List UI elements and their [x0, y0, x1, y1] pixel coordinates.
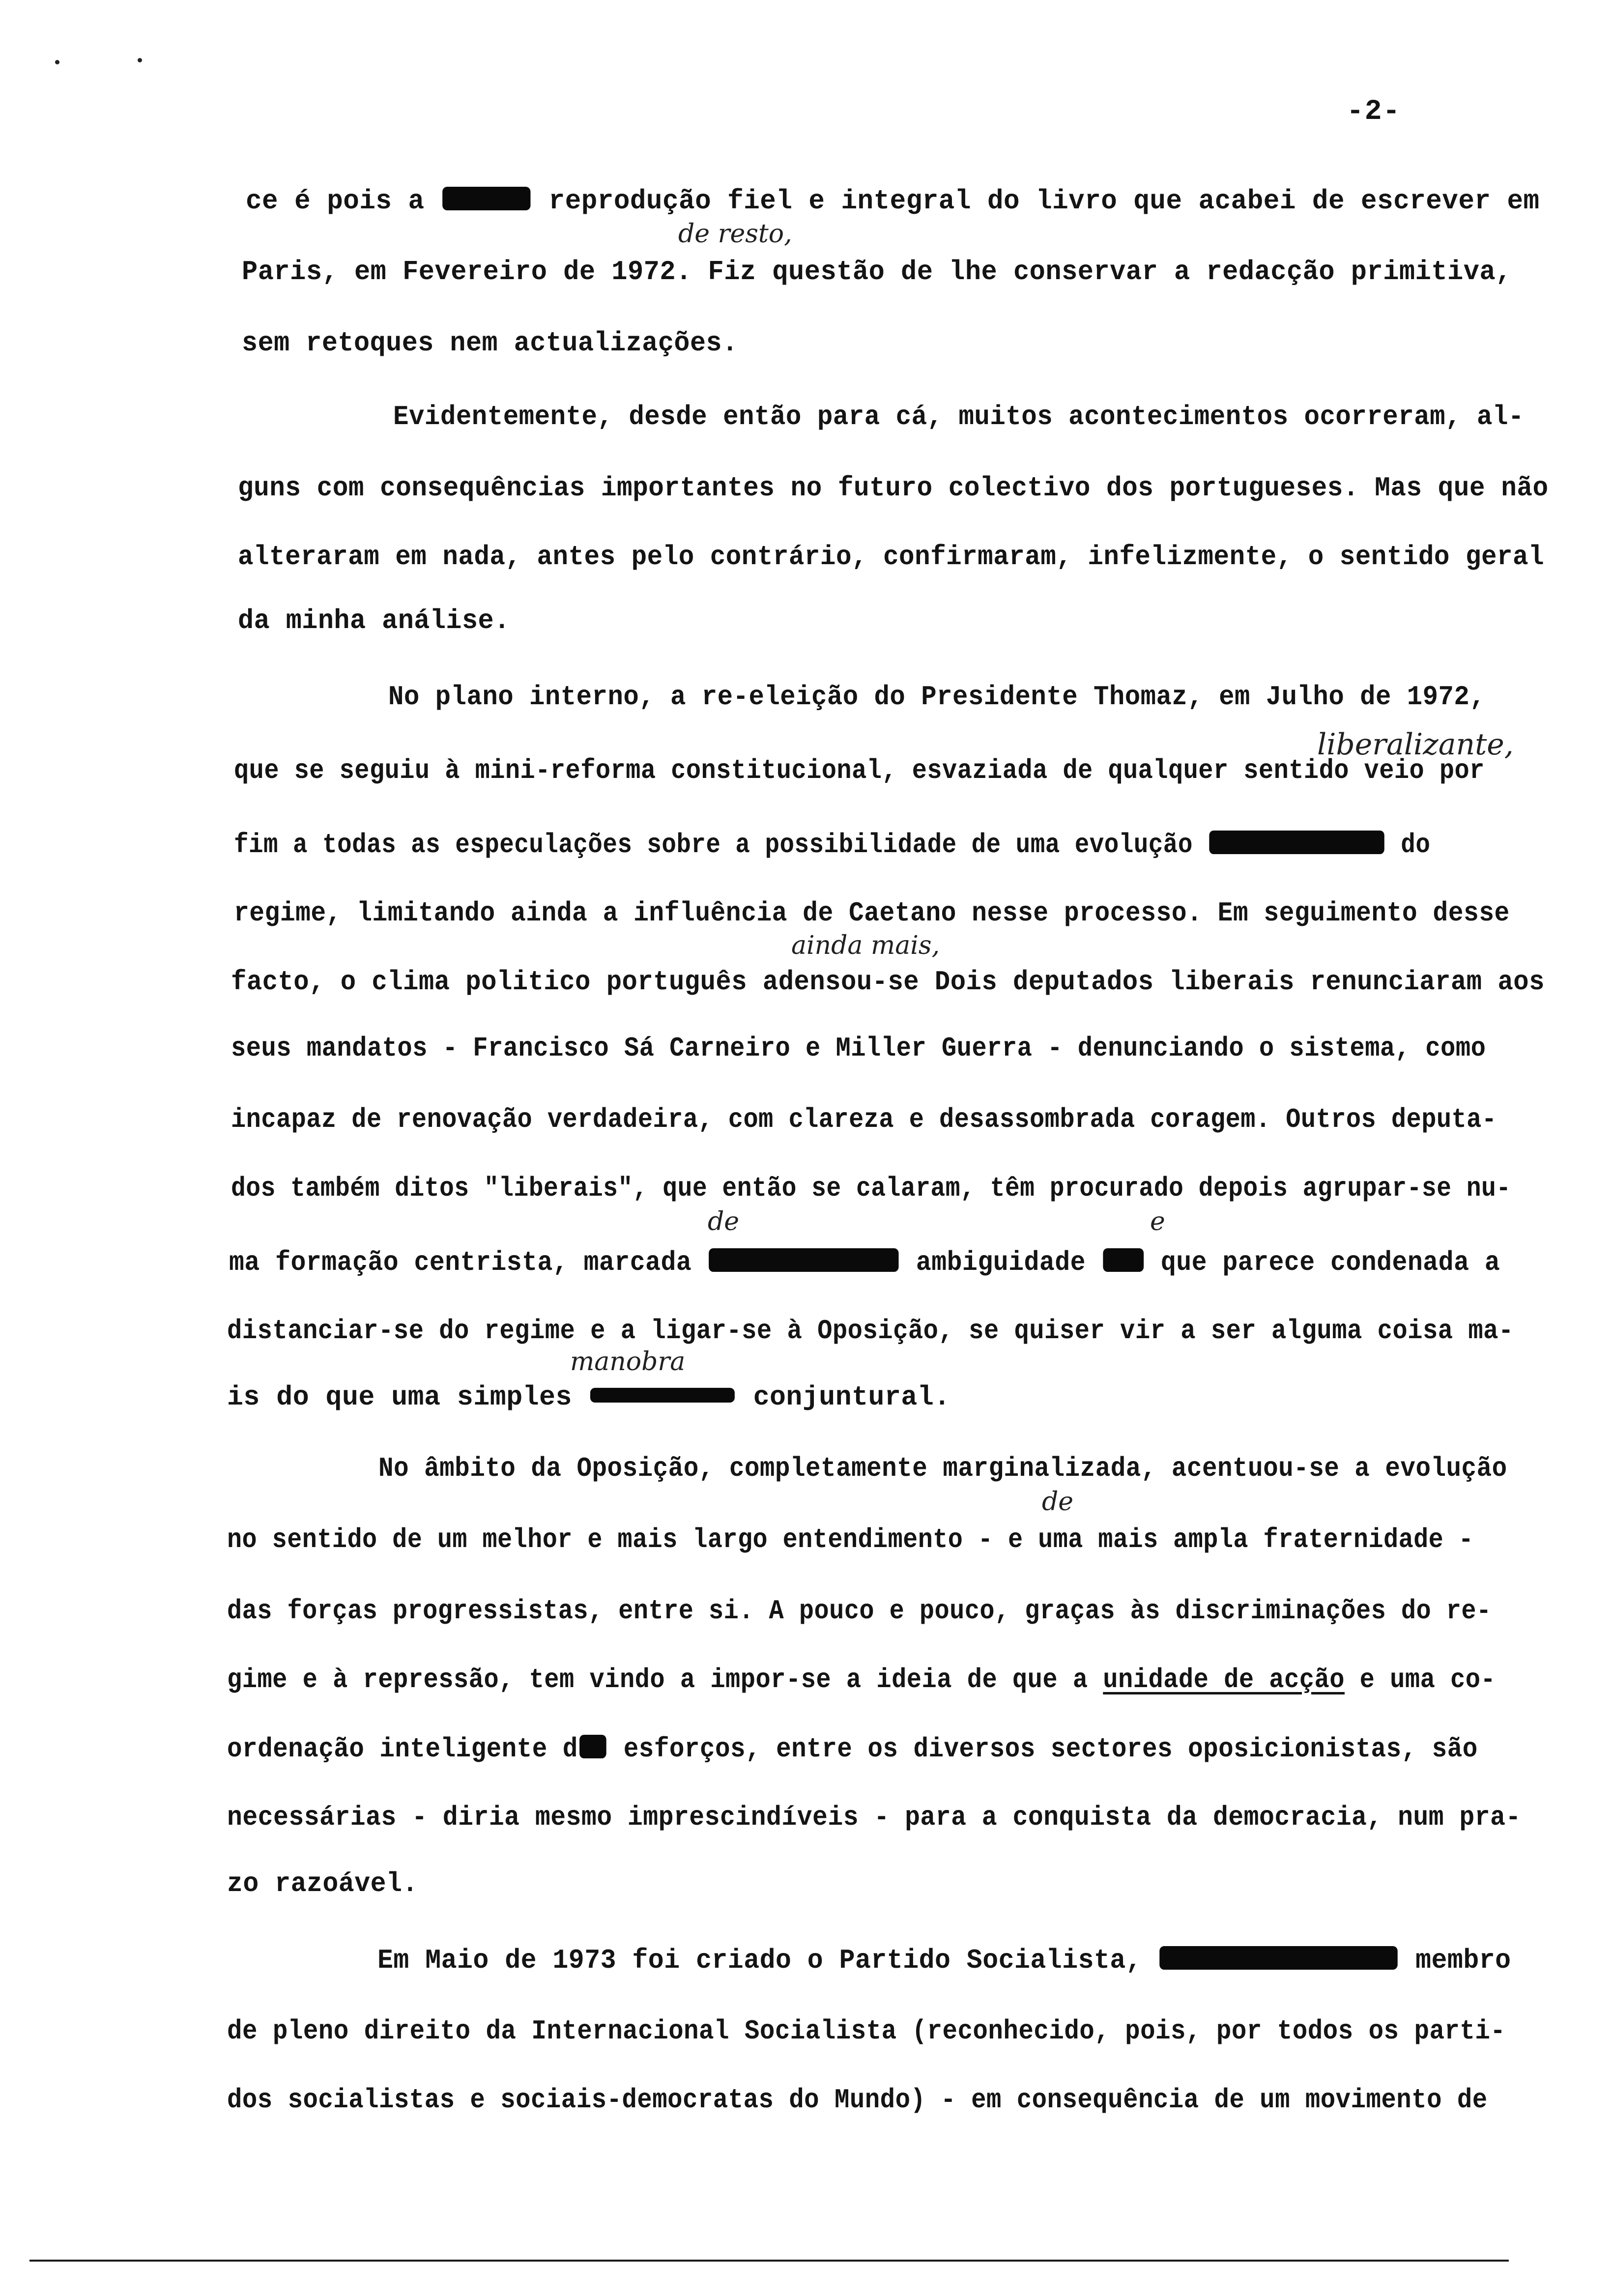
text-line: regime, limitando ainda a influência de Caetano nesse processo. Em seguimento desse	[234, 897, 1510, 929]
text-line: necessárias - diria mesmo imprescindíveis - para a conquista da democracia, num pra-	[227, 1802, 1521, 1833]
scan-speck	[55, 60, 59, 64]
text-line: is do que uma simples conjuntural.	[227, 1381, 950, 1413]
text-line: Evidentemente, desde então para cá, muitos acontecimentos ocorreram, al-	[393, 401, 1524, 432]
redaction-mark	[1209, 831, 1384, 854]
text-line: sem retoques nem actualizações.	[242, 327, 738, 359]
handwritten-insertion: ainda mais,	[791, 931, 940, 960]
text-line: fim a todas as especulações sobre a possibilidade de uma evolução do	[234, 829, 1431, 861]
text-line: No âmbito da Oposição, completamente marginalizada, acentuou-se a evolução	[378, 1453, 1507, 1484]
text-line: Em Maio de 1973 foi criado o Partido Socialista, membro	[377, 1945, 1511, 1976]
redaction-mark	[709, 1248, 898, 1272]
text-line: ma formação centrista, marcada ambiguidade que parece condenada a	[229, 1247, 1500, 1278]
text-line: que se seguiu à mini-reforma constitucional, esvaziada de qualquer sentido veio por	[234, 755, 1485, 786]
text-line: guns com consequências importantes no futuro colectivo dos portugueses. Mas que não	[238, 472, 1549, 504]
redaction-mark	[1103, 1248, 1144, 1272]
text-line: zo razoável.	[227, 1868, 418, 1899]
text-line: gime e à repressão, tem vindo a impor-se a ideia de que a unidade de acção e uma co-	[227, 1664, 1496, 1695]
text-line: ce é pois a reprodução fiel e integral do livro que acabei de escrever em	[246, 185, 1540, 217]
handwritten-insertion: liberalizante,	[1317, 727, 1514, 762]
text-line: alteraram em nada, antes pelo contrário, confirmaram, infelizmente, o sentido geral	[238, 541, 1545, 573]
text-line: Paris, em Fevereiro de 1972. Fiz questão de lhe conservar a redacção primitiva,	[242, 256, 1512, 287]
underlined-phrase: unidade de acção	[1103, 1664, 1345, 1695]
text-line: da minha análise.	[238, 605, 510, 636]
bottom-rule	[29, 2260, 1509, 2262]
text-line: dos socialistas e sociais-democratas do Mundo) - em consequência de um movimento de	[227, 2084, 1488, 2116]
redaction-mark	[590, 1388, 735, 1403]
text-line: de pleno direito da Internacional Socialista (reconhecido, pois, por todos os parti-	[227, 2015, 1506, 2047]
redaction-mark	[579, 1735, 606, 1758]
page-number: -2-	[1347, 96, 1401, 128]
handwritten-insertion: de resto,	[678, 219, 792, 249]
redaction-mark	[1159, 1946, 1398, 1970]
handwritten-insertion: manobra	[570, 1347, 686, 1377]
scan-speck	[138, 58, 142, 62]
text-line: seus mandatos - Francisco Sá Carneiro e Miller Guerra - denunciando o sistema, como	[231, 1033, 1486, 1064]
handwritten-insertion: e	[1150, 1207, 1165, 1236]
text-line: das forças progressistas, entre si. A pouco e pouco, graças às discriminações do re-	[227, 1595, 1492, 1627]
text-line: no sentido de um melhor e mais largo entendimento - e uma mais ampla fraternidade -	[227, 1524, 1474, 1555]
text-line: facto, o clima politico português adensou-se Dois deputados liberais renunciaram aos	[231, 966, 1545, 998]
text-line: incapaz de renovação verdadeira, com clareza e desassombrada coragem. Outros deputa-	[231, 1104, 1497, 1135]
text-line: distanciar-se do regime e a ligar-se à Oposição, se quiser vir a ser alguma coisa ma-	[227, 1315, 1514, 1347]
redaction-mark	[442, 187, 530, 210]
handwritten-insertion: de	[708, 1207, 740, 1236]
text-line: ordenação inteligente d esforços, entre os diversos sectores oposicionistas, são	[227, 1733, 1478, 1765]
handwritten-insertion: de	[1042, 1487, 1074, 1517]
text-line: No plano interno, a re-eleição do Presidente Thomaz, em Julho de 1972,	[388, 681, 1486, 713]
text-line: dos também ditos "liberais", que então se calaram, têm procurado depois agrupar-se nu-	[231, 1173, 1511, 1204]
